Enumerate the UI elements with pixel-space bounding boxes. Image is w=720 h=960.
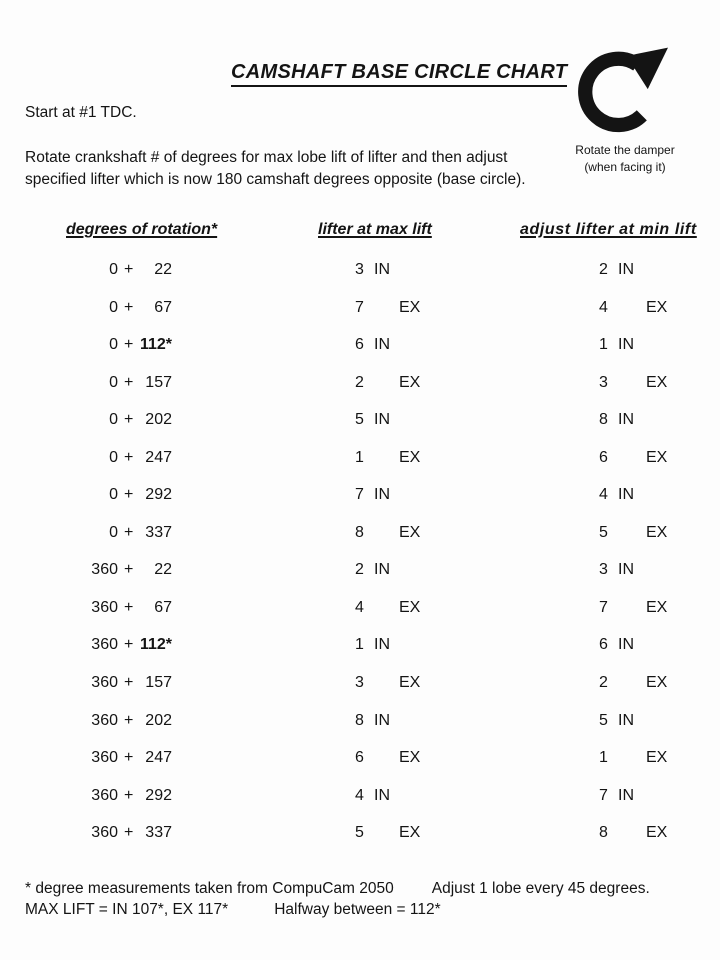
rotation-base-value: 0 bbox=[109, 523, 118, 541]
rotation-base-value: 360 bbox=[91, 824, 118, 842]
start-instruction: Start at #1 TDC. bbox=[25, 104, 137, 121]
lifter-max-number: 4 bbox=[355, 598, 364, 616]
lifter-min-number: 2 bbox=[599, 261, 608, 278]
lifter-max-number: 6 bbox=[355, 749, 364, 767]
plus-sign: + bbox=[124, 598, 134, 616]
lifter-min-type: IN bbox=[618, 711, 634, 729]
rotation-base-value: 360 bbox=[91, 674, 118, 692]
lifter-min-type: EX bbox=[646, 523, 668, 541]
plus-sign: + bbox=[124, 749, 134, 767]
rotation-degrees-value: 337 bbox=[145, 824, 172, 842]
table-row bbox=[0, 364, 720, 402]
plus-sign: + bbox=[124, 674, 134, 692]
table-header-row bbox=[0, 221, 720, 243]
lifter-max-type: IN bbox=[374, 561, 390, 579]
lifter-min-type: IN bbox=[618, 561, 634, 579]
lifter-max-type: IN bbox=[374, 261, 390, 278]
table-row bbox=[0, 739, 720, 777]
rotation-degrees-value: 202 bbox=[145, 711, 172, 729]
lifter-max-type: EX bbox=[399, 448, 421, 466]
lifter-min-number: 7 bbox=[599, 598, 608, 616]
lifter-max-type: IN bbox=[374, 636, 390, 654]
plus-sign: + bbox=[124, 298, 134, 316]
lifter-max-type: IN bbox=[374, 486, 390, 504]
lifter-min-number: 6 bbox=[599, 636, 608, 654]
rotation-degrees-value: 67 bbox=[154, 298, 172, 316]
lifter-max-number: 3 bbox=[355, 261, 364, 278]
lifter-min-number: 8 bbox=[599, 411, 608, 429]
rotate-caption bbox=[560, 142, 690, 175]
rotation-degrees-value: 247 bbox=[145, 448, 172, 466]
lifter-min-number: 2 bbox=[599, 674, 608, 692]
plus-sign: + bbox=[124, 786, 134, 804]
lifter-min-type: EX bbox=[646, 674, 668, 692]
lifter-max-number: 2 bbox=[355, 373, 364, 391]
table-row bbox=[0, 514, 720, 552]
footnote-compucam: * degree measurements taken from CompuCam 2050 bbox=[25, 880, 394, 897]
rotation-base-value: 360 bbox=[91, 786, 118, 804]
lifter-max-type: EX bbox=[399, 674, 421, 692]
column-header-adjust-lifter-at-min-lift: adjust lifter at min lift bbox=[520, 221, 697, 238]
lifter-max-type: IN bbox=[374, 711, 390, 729]
lifter-max-number: 5 bbox=[355, 411, 364, 429]
table-row bbox=[0, 251, 720, 289]
lifter-min-number: 5 bbox=[599, 523, 608, 541]
lifter-min-number: 4 bbox=[599, 298, 608, 316]
lifter-min-number: 6 bbox=[599, 448, 608, 466]
plus-sign: + bbox=[124, 261, 134, 278]
rotate-caption-line-2: (when facing it) bbox=[584, 159, 666, 174]
table-row bbox=[0, 326, 720, 364]
lifter-min-type: IN bbox=[618, 261, 634, 278]
lifter-max-type: EX bbox=[399, 749, 421, 767]
table-row bbox=[0, 401, 720, 439]
lifter-max-type: IN bbox=[374, 786, 390, 804]
lifter-min-number: 5 bbox=[599, 711, 608, 729]
clockwise-rotation-icon bbox=[576, 44, 668, 136]
rotation-base-value: 360 bbox=[91, 561, 118, 579]
lifter-max-type: IN bbox=[374, 411, 390, 429]
rotation-degrees-value: 157 bbox=[145, 373, 172, 391]
plus-sign: + bbox=[124, 523, 134, 541]
table-row bbox=[0, 664, 720, 702]
lifter-min-number: 3 bbox=[599, 561, 608, 579]
rotation-base-value: 0 bbox=[109, 336, 118, 354]
lifter-max-type: EX bbox=[399, 523, 421, 541]
lifter-min-type: EX bbox=[646, 448, 668, 466]
table-body bbox=[0, 251, 720, 852]
lifter-max-number: 7 bbox=[355, 486, 364, 504]
column-header-lifter-at-max-lift: lifter at max lift bbox=[318, 221, 432, 238]
lifter-max-number: 1 bbox=[355, 448, 364, 466]
plus-sign: + bbox=[124, 824, 134, 842]
lifter-max-type: EX bbox=[399, 373, 421, 391]
table-row bbox=[0, 702, 720, 740]
rotation-base-value: 360 bbox=[91, 598, 118, 616]
rotation-base-value: 0 bbox=[109, 486, 118, 504]
lifter-max-number: 2 bbox=[355, 561, 364, 579]
table-row bbox=[0, 551, 720, 589]
lifter-max-type: EX bbox=[399, 824, 421, 842]
plus-sign: + bbox=[124, 336, 134, 354]
lifter-min-type: IN bbox=[618, 411, 634, 429]
lifter-max-type: IN bbox=[374, 336, 390, 354]
lifter-min-number: 1 bbox=[599, 749, 608, 767]
table-row bbox=[0, 589, 720, 627]
lifter-min-number: 1 bbox=[599, 336, 608, 354]
lifter-max-number: 3 bbox=[355, 674, 364, 692]
lifter-min-type: IN bbox=[618, 636, 634, 654]
rotation-base-value: 0 bbox=[109, 373, 118, 391]
plus-sign: + bbox=[124, 561, 134, 579]
plus-sign: + bbox=[124, 636, 134, 654]
plus-sign: + bbox=[124, 711, 134, 729]
rotation-base-value: 0 bbox=[109, 298, 118, 316]
lifter-max-type: EX bbox=[399, 298, 421, 316]
footnote-adjust-lobe: Adjust 1 lobe every 45 degrees. bbox=[431, 880, 650, 897]
lifter-min-number: 7 bbox=[599, 786, 608, 804]
table-row bbox=[0, 626, 720, 664]
footnotes bbox=[25, 879, 650, 920]
lifter-max-type: EX bbox=[399, 598, 421, 616]
footnote-line-2 bbox=[25, 900, 650, 921]
lifter-min-type: EX bbox=[646, 298, 668, 316]
rotation-degrees-value: 22 bbox=[154, 561, 172, 579]
lifter-min-type: IN bbox=[618, 486, 634, 504]
lifter-min-number: 3 bbox=[599, 373, 608, 391]
lifter-min-type: EX bbox=[646, 373, 668, 391]
lifter-min-type: IN bbox=[618, 336, 634, 354]
rotation-degrees-value: 247 bbox=[145, 749, 172, 767]
lifter-max-number: 8 bbox=[355, 711, 364, 729]
lifter-min-type: EX bbox=[646, 598, 668, 616]
lifter-max-number: 6 bbox=[355, 336, 364, 354]
rotation-degrees-value: 157 bbox=[145, 674, 172, 692]
page-title: CAMSHAFT BASE CIRCLE CHART bbox=[231, 61, 567, 87]
table-row bbox=[0, 439, 720, 477]
rotation-base-value: 0 bbox=[109, 261, 118, 278]
rotation-base-value: 0 bbox=[109, 448, 118, 466]
instructions-paragraph bbox=[25, 147, 526, 190]
plus-sign: + bbox=[124, 448, 134, 466]
rotation-degrees-value: 292 bbox=[145, 486, 172, 504]
rotation-degrees-value: 112* bbox=[139, 636, 172, 654]
lifter-min-type: EX bbox=[646, 824, 668, 842]
lifter-max-number: 4 bbox=[355, 786, 364, 804]
lifter-max-number: 7 bbox=[355, 298, 364, 316]
footnote-line-1 bbox=[25, 879, 650, 900]
table-row bbox=[0, 289, 720, 327]
rotation-degrees-value: 292 bbox=[145, 786, 172, 804]
rotation-base-value: 360 bbox=[91, 636, 118, 654]
footnote-halfway: Halfway between = 112* bbox=[274, 900, 441, 918]
lifter-min-type: EX bbox=[646, 749, 668, 767]
rotation-base-value: 360 bbox=[91, 711, 118, 729]
rotation-degrees-value: 202 bbox=[145, 411, 172, 429]
rotation-degrees-value: 67 bbox=[154, 598, 172, 616]
plus-sign: + bbox=[124, 411, 134, 429]
plus-sign: + bbox=[124, 486, 134, 504]
table-row bbox=[0, 814, 720, 852]
rotation-degrees-value: 112* bbox=[139, 336, 172, 354]
rotation-degrees-value: 22 bbox=[154, 261, 172, 278]
lifter-min-number: 4 bbox=[599, 486, 608, 504]
footnote-max-lift: MAX LIFT = IN 107*, EX 117* bbox=[25, 900, 229, 918]
lifter-max-number: 1 bbox=[355, 636, 364, 654]
lifter-max-number: 8 bbox=[355, 523, 364, 541]
rotation-base-value: 360 bbox=[91, 749, 118, 767]
column-header-degrees-of-rotation: degrees of rotation* bbox=[66, 221, 218, 238]
table-row bbox=[0, 777, 720, 815]
lifter-min-type: IN bbox=[618, 786, 634, 804]
rotation-base-value: 0 bbox=[109, 411, 118, 429]
lifter-max-number: 5 bbox=[355, 824, 364, 842]
rotate-caption-line-1: Rotate the damper bbox=[575, 143, 675, 157]
table-row bbox=[0, 476, 720, 514]
plus-sign: + bbox=[124, 373, 134, 391]
instructions-line-1: Rotate crankshaft # of degrees for max lobe lift of lifter and then adjust bbox=[25, 149, 508, 166]
lifter-min-number: 8 bbox=[599, 824, 608, 842]
rotation-degrees-value: 337 bbox=[145, 523, 172, 541]
instructions-line-2: specified lifter which is now 180 camshaft degrees opposite (base circle). bbox=[25, 170, 526, 188]
